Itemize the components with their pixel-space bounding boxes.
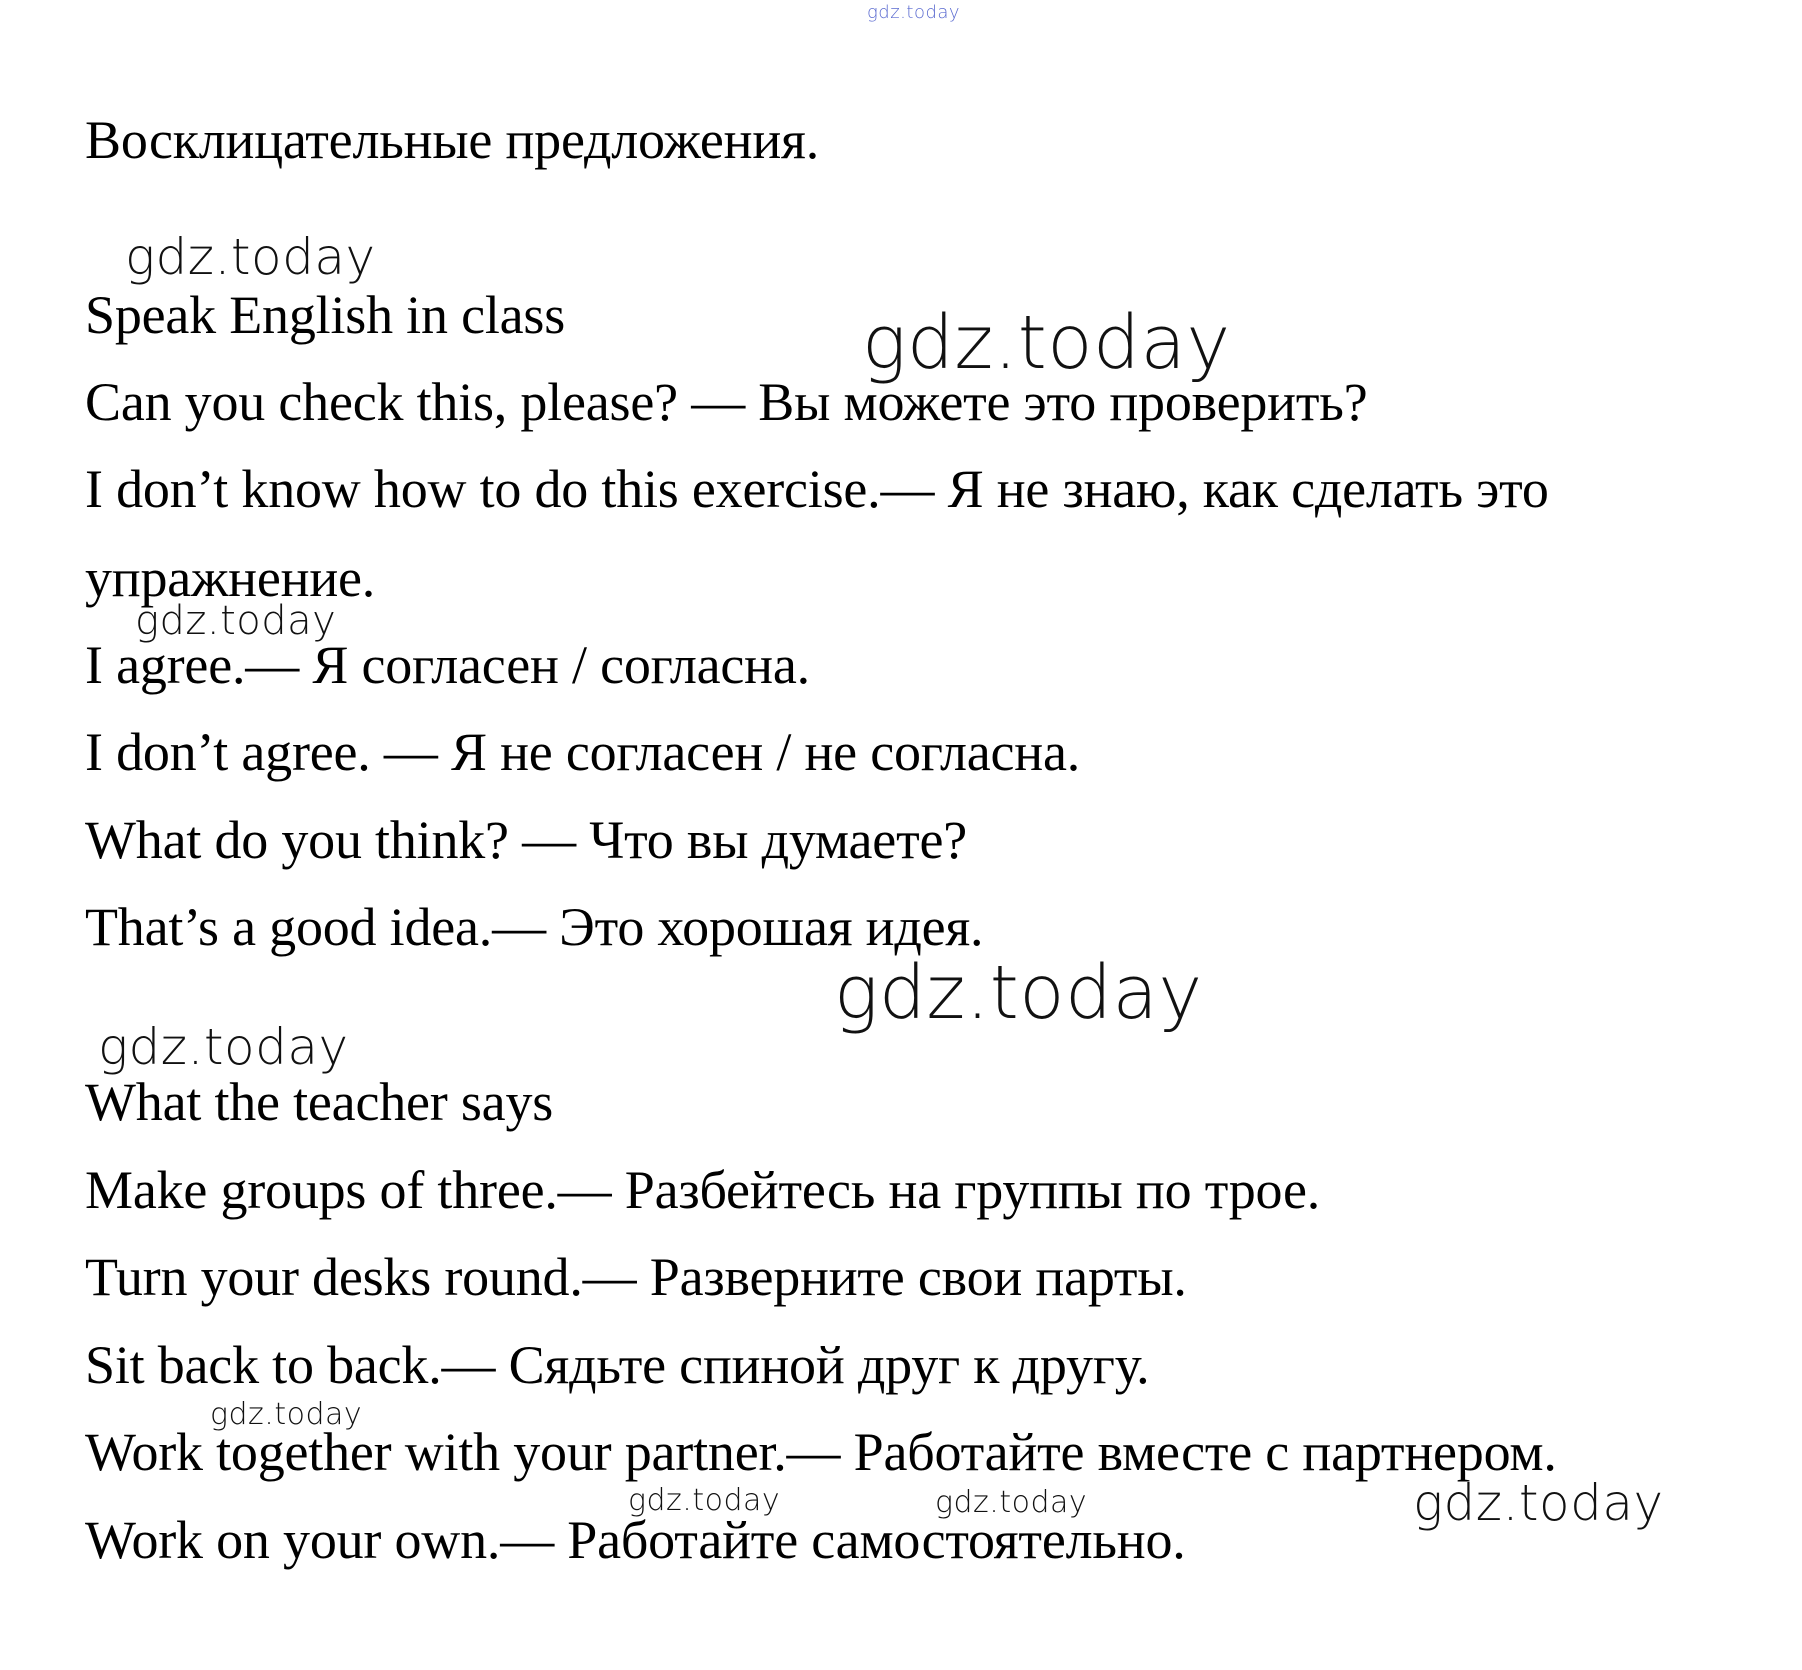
watermark: gdz.today — [98, 1018, 349, 1076]
watermark: gdz.today — [834, 950, 1203, 1036]
phrase-line: Can you check this, please? — Вы можете это проверить? — [85, 372, 1368, 432]
phrase-line: That’s a good idea.— Это хорошая идея. — [85, 897, 984, 957]
header-watermark: gdz.today — [867, 2, 961, 23]
phrase-line: Work on your own.— Работайте самостоятельно. — [85, 1510, 1186, 1570]
watermark: gdz.today — [210, 1397, 363, 1432]
phrase-line: Work together with your partner.— Работайте вместе с партнером. — [85, 1422, 1557, 1482]
phrase-line-continuation: упражнение. — [85, 548, 376, 608]
watermark: gdz.today — [1413, 1474, 1664, 1532]
phrase-line: Make groups of three.— Разбейтесь на группы по трое. — [85, 1160, 1321, 1220]
phrase-line: What do you think? — Что вы думаете? — [85, 810, 968, 870]
watermark: gdz.today — [935, 1485, 1088, 1520]
phrase-line: Sit back to back.— Сядьте спиной друг к другу. — [85, 1335, 1150, 1395]
page-title: Восклицательные предложения. — [85, 110, 819, 170]
phrase-line: I don’t agree. — Я не согласен / не согласна. — [85, 722, 1081, 782]
watermark: gdz.today — [135, 598, 337, 644]
phrase-line: Turn your desks round.— Разверните свои парты. — [85, 1247, 1187, 1307]
section-heading-speak-english: Speak English in class — [85, 285, 566, 345]
section-heading-teacher-says: What the teacher says — [85, 1072, 554, 1132]
phrase-line: I agree.— Я согласен / согласна. — [85, 635, 810, 695]
watermark: gdz.today — [862, 300, 1231, 386]
watermark: gdz.today — [125, 228, 376, 286]
watermark: gdz.today — [628, 1483, 781, 1518]
phrase-line: I don’t know how to do this exercise.— Я не знаю, как сделать это — [85, 459, 1549, 519]
